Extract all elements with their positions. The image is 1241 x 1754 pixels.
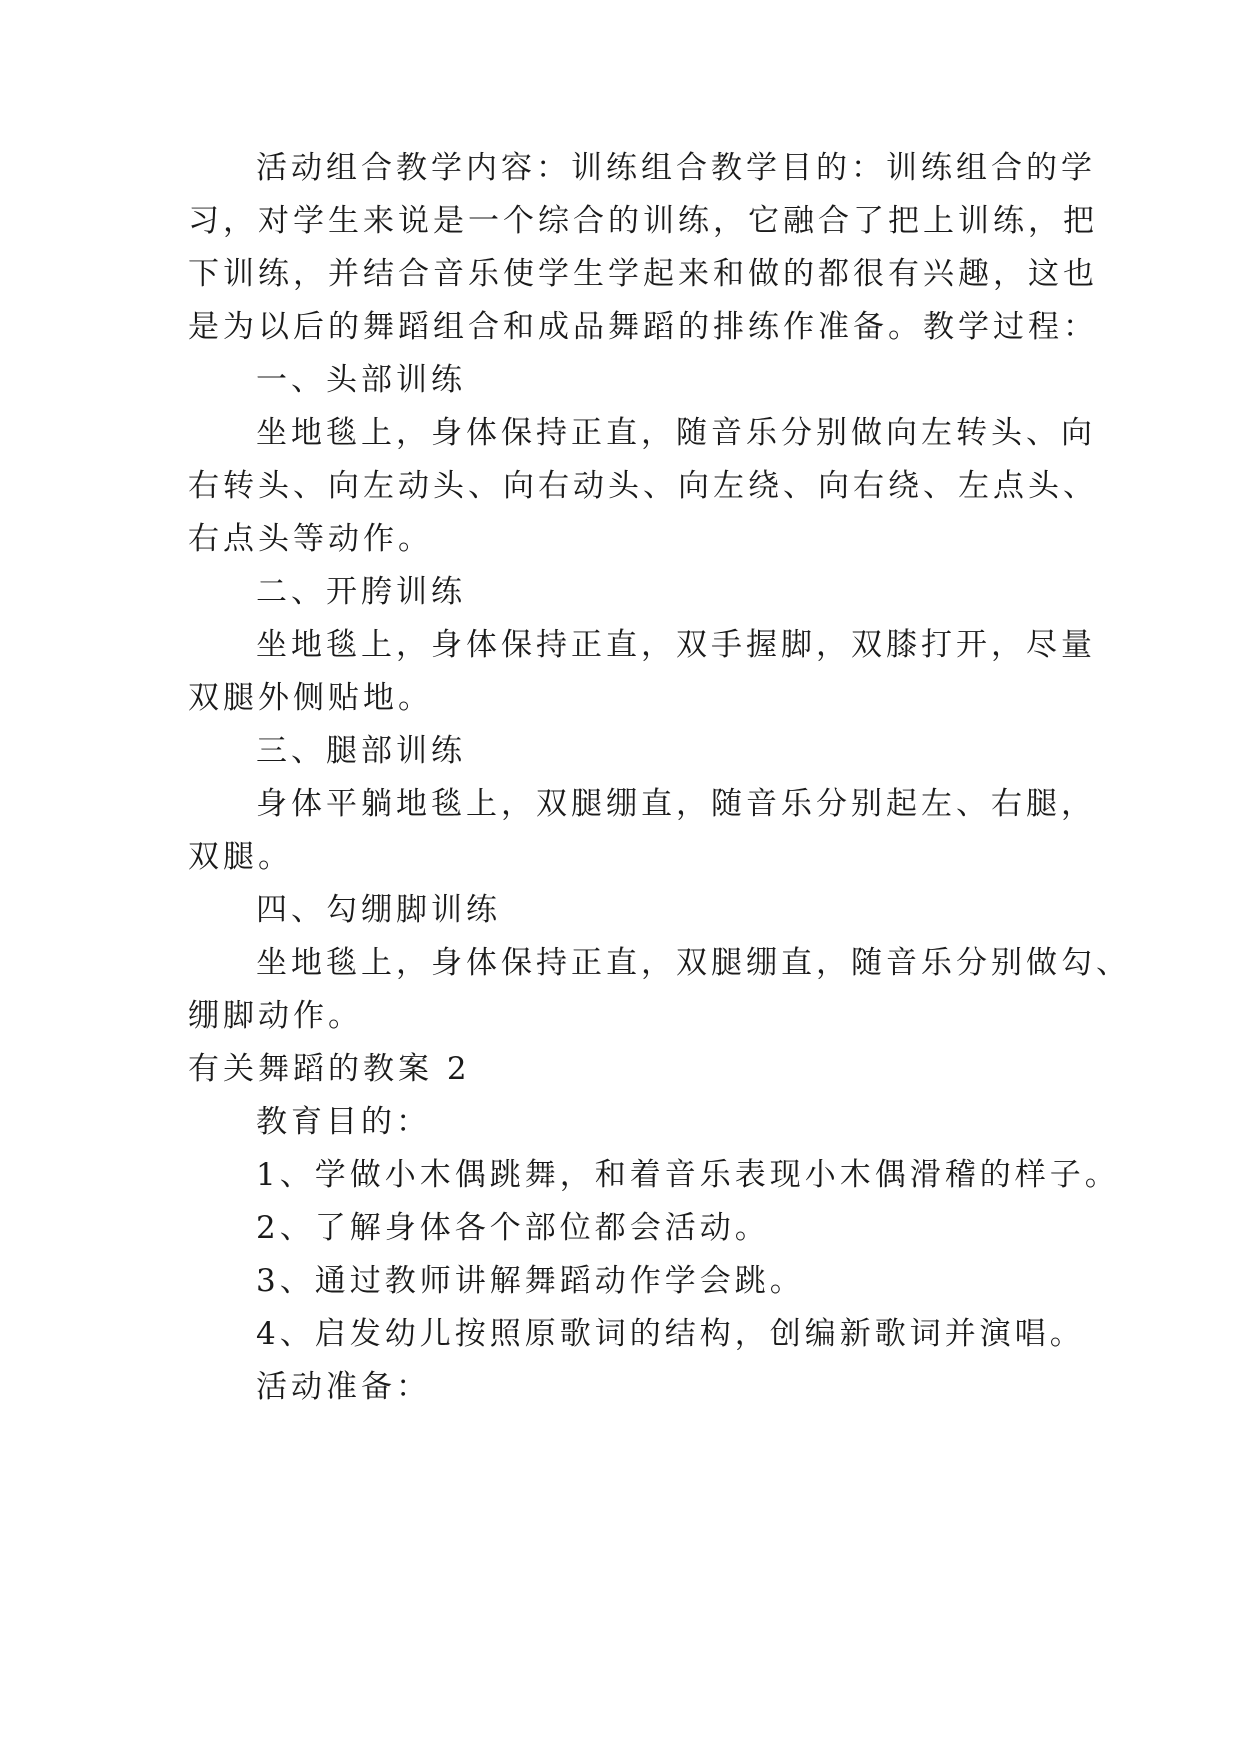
head-training-line-2: 右转头、向左动头、向右动头、向左绕、向右绕、左点头、	[188, 468, 1098, 504]
leg-training-line-2: 双腿。	[188, 839, 293, 875]
heading-head-training: 一、头部训练	[256, 362, 466, 398]
goal-item-3: 3、通过教师讲解舞蹈动作学会跳。	[256, 1263, 805, 1299]
section-title: 有关舞蹈的教案 2	[188, 1051, 471, 1087]
goal-item-1: 1、学做小木偶跳舞，和着音乐表现小木偶滑稽的样子。	[256, 1157, 1120, 1193]
hip-training-line-2: 双腿外侧贴地。	[188, 680, 433, 716]
hip-training-line-1: 坐地毯上，身体保持正直，双手握脚，双膝打开，尽量	[256, 627, 1096, 663]
intro-line-1: 活动组合教学内容：训练组合教学目的：训练组合的学	[256, 150, 1096, 186]
intro-line-4: 是为以后的舞蹈组合和成品舞蹈的排练作准备。教学过程：	[188, 309, 1098, 345]
heading-hip-training: 二、开胯训练	[256, 574, 466, 610]
goal-item-4: 4、启发幼儿按照原歌词的结构，创编新歌词并演唱。	[256, 1316, 1085, 1352]
goal-item-2: 2、了解身体各个部位都会活动。	[256, 1210, 770, 1246]
intro-line-3: 下训练，并结合音乐使学生学起来和做的都很有兴趣，这也	[188, 256, 1098, 292]
heading-foot-training: 四、勾绷脚训练	[256, 892, 501, 928]
goals-heading: 教育目的：	[256, 1104, 431, 1140]
intro-line-2: 习，对学生来说是一个综合的训练，它融合了把上训练，把	[188, 203, 1098, 239]
head-training-line-3: 右点头等动作。	[188, 521, 433, 557]
foot-training-line-1: 坐地毯上，身体保持正直，双腿绷直，随音乐分别做勾、	[256, 945, 1131, 981]
foot-training-line-2: 绷脚动作。	[188, 998, 363, 1034]
head-training-line-1: 坐地毯上，身体保持正直，随音乐分别做向左转头、向	[256, 415, 1096, 451]
heading-leg-training: 三、腿部训练	[256, 733, 466, 769]
leg-training-line-1: 身体平躺地毯上，双腿绷直，随音乐分别起左、右腿，	[256, 786, 1096, 822]
prep-heading: 活动准备：	[256, 1369, 431, 1405]
